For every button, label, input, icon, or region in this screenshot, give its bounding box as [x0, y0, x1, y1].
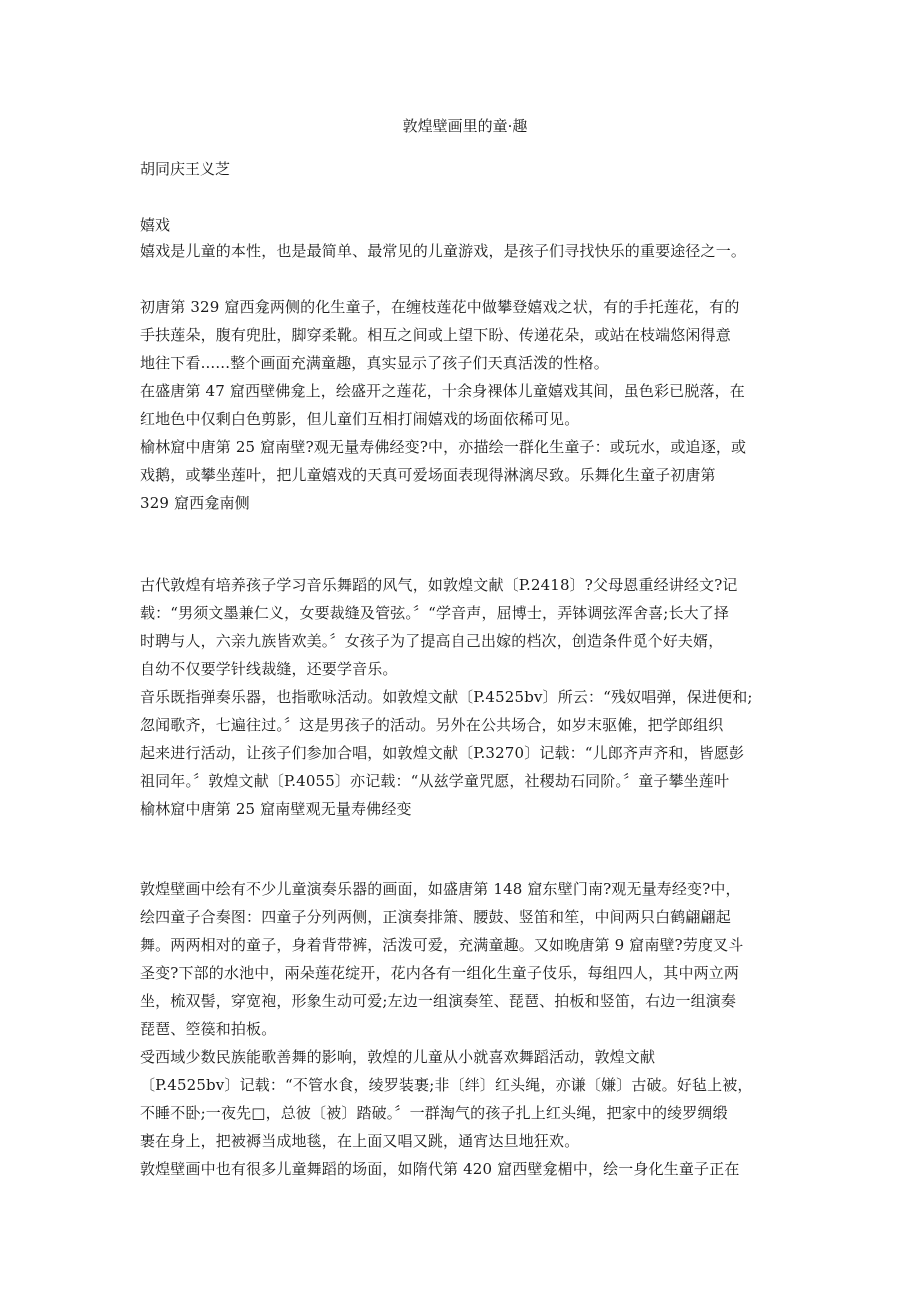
paragraph-line: 圣变?下部的水池中，兩朵莲花绽开，花内各有一组化生童子伎乐，每组四人，其中两立两 — [140, 964, 740, 982]
paragraph-line: 起来进行活动，让孩子们参加合唱，如敦煌文献〔P.3270〕记载：“儿郎齐声齐和，皆愿彭 — [140, 744, 745, 762]
paragraph-line: 〔P.4525bv〕记载：“不管水食，绫罗装裹;非〔绊〕红头绳，亦谦〔嫌〕古破。好毡上被， — [140, 1076, 753, 1094]
paragraph-line: 戏鹅，或攀坐莲叶，把儿童嬉戏的天真可爱场面表现得淋漓尽致。乐舞化生童子初唐第 — [140, 466, 716, 484]
paragraph-block-music — [140, 571, 790, 823]
paragraph-line: 琵琶、箜篌和拍板。 — [140, 1020, 277, 1038]
paragraph-line: 坐，梳双髻，穿宽袍，形象生动可爱;左边一组演奏笙、琵琶、拍板和竖笛，右边一组演奏 — [140, 992, 737, 1010]
intro-paragraph — [140, 237, 790, 265]
paragraph-line: 裹在身上，把被褥当成地毯，在上面又唱又跳，通宵达旦地狂欢。 — [140, 1132, 580, 1150]
paragraph-line: 受西域少数民族能歌善舞的影响，敦煌的儿童从小就喜欢舞蹈活动，敦煌文献 — [140, 1048, 656, 1066]
paragraph-line: 红地色中仅剩白色剪影，但儿童们互相打闹嬉戏的场面依稀可见。 — [140, 410, 580, 428]
paragraph-block-play — [140, 293, 790, 517]
paragraph-block-dance — [140, 875, 790, 1183]
paragraph-line: 祖同年。〞敦煌文献〔P.4055〕亦记载：“从兹学童咒愿，社稷劫石同阶。〞童子攀坐莲叶 — [140, 772, 730, 790]
paragraph-line: 手扶莲朵，腹有兜肚，脚穿柔靴。相互之间或上望下盼、传递花朵，或站在枝端悠闲得意 — [140, 326, 731, 344]
paragraph-line: 舞。两两相对的童子，身着背带裤，活泼可爱，充满童趣。又如晚唐第 9 窟南壁?劳度叉斗 — [140, 936, 744, 954]
paragraph-line: 时聘与人，六亲九族皆欢美。〞女孩子为了提高自己出嫁的档次，创造条件觅个好夫婿， — [140, 632, 724, 650]
section-heading: 嬉戏 — [140, 216, 171, 234]
document-title: 敦煌壁画里的童·趣 — [402, 117, 528, 135]
paragraph-line: 绘四童子合奏图：四童子分列两侧，正演奏排箫、腰鼓、竖笛和笙，中间两只白鹤翩翩起 — [140, 908, 731, 926]
paragraph-line: 古代敦煌有培养孩子学习音乐舞蹈的风气，如敦煌文献〔P.2418〕?父母恩重经讲经文?记 — [140, 576, 738, 594]
paragraph-line: 敦煌壁画中绘有不少儿童演奏乐器的画面，如盛唐第 148 窟东壁门南?观无量寿经变?中， — [140, 880, 741, 898]
paragraph-line: 嬉戏是儿童的本性，也是最简单、最常见的儿童游戏，是孩子们寻找快乐的重要途径之一。 — [140, 242, 747, 260]
paragraph-line: 329 窟西龛南侧 — [140, 494, 250, 512]
paragraph-line: 自幼不仅要学针线裁缝，还要学音乐。 — [140, 660, 398, 678]
author-line: 胡同庆王义芝 — [140, 160, 231, 178]
paragraph-line: 榆林窟中唐第 25 窟南壁观无量寿佛经变 — [140, 800, 412, 818]
paragraph-line: 敦煌壁画中也有很多儿童舞蹈的场面，如隋代第 420 窟西壁龛楣中，绘一身化生童子正在 — [140, 1160, 740, 1178]
paragraph-line: 不睡不卧;一夜先□，总彼〔被〕踏破。〞一群淘气的孩子扎上红头绳，把家中的绫罗绸缎 — [140, 1104, 728, 1122]
paragraph-line: 地往下看......整个画面充满童趣，真实显示了孩子们天真活泼的性格。 — [140, 354, 609, 372]
paragraph-line: 在盛唐第 47 窟西壁佛龛上，绘盛开之莲花，十余身裸体儿童嬉戏其间，虽色彩已脱落，在 — [140, 382, 745, 400]
paragraph-line: 初唐第 329 窟西龛两侧的化生童子，在缠枝莲花中做攀登嬉戏之状，有的手托莲花，有的 — [140, 298, 740, 316]
paragraph-line: 榆林窟中唐第 25 窟南壁?观无量寿佛经变?中，亦描绘一群化生童子：或玩水，或追逐，或 — [140, 438, 747, 456]
paragraph-line: 忽闻歌齐，七遍往过。〞这是男孩子的活动。另外在公共场合，如岁末驱傩，把学郎组织 — [140, 716, 724, 734]
paragraph-line: 载：“男须文墨兼仁义，女要裁缝及管弦。〞“学音声，屈博士，弄钵调弦浑舍喜;长大了择 — [140, 604, 730, 622]
paragraph-line: 音乐既指弹奏乐器，也指歌咏活动。如敦煌文献〔P.4525bv〕所云：“残奴唱弹，保进便和; — [140, 688, 753, 706]
